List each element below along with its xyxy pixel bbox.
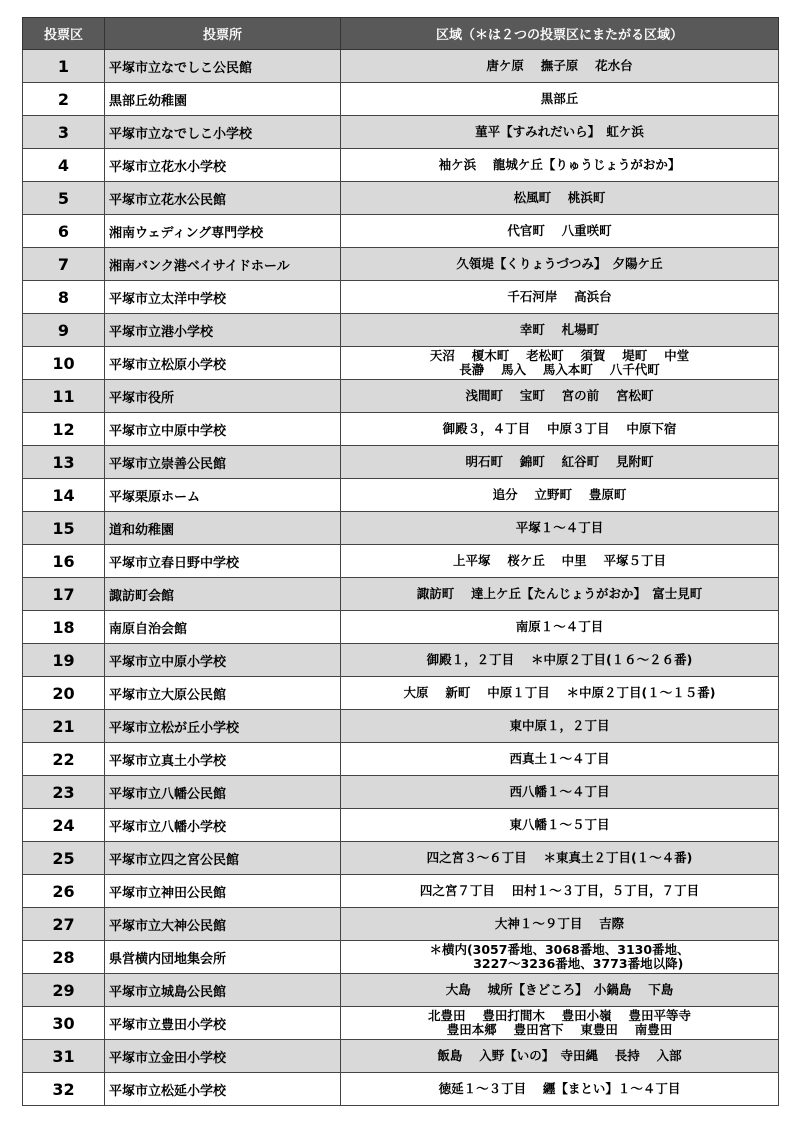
district-area: 久領堤【くりょうづつみ】 夕陽ケ丘: [341, 248, 779, 281]
district-area: 西真土１～４丁目: [341, 743, 779, 776]
polling-place-name: 平塚市立港小学校: [105, 314, 341, 347]
district-area: 代官町 八重咲町: [341, 215, 779, 248]
polling-place-name: 平塚市立金田小学校: [105, 1040, 341, 1073]
district-number: 13: [23, 446, 105, 479]
table-row: [23, 446, 779, 479]
district-area: 明石町 錦町 紅谷町 見附町: [341, 446, 779, 479]
district-number: 20: [23, 677, 105, 710]
table-row: [23, 875, 779, 908]
district-area: 浅間町 宝町 宮の前 宮松町: [341, 380, 779, 413]
table-row: [23, 512, 779, 545]
table-row: [23, 611, 779, 644]
district-number: 11: [23, 380, 105, 413]
district-area: 御殿１，２丁目 ＊中原２丁目(１６～２６番): [341, 644, 779, 677]
district-number: 28: [23, 941, 105, 974]
table-row: [23, 182, 779, 215]
polling-place-name: 湘南バンク港ベイサイドホール: [105, 248, 341, 281]
polling-place-name: 平塚市立花水公民館: [105, 182, 341, 215]
district-area: 唐ケ原 撫子原 花水台: [341, 50, 779, 83]
polling-place-name: 平塚市立豊田小学校: [105, 1007, 341, 1040]
table-row: [23, 743, 779, 776]
table-row: [23, 413, 779, 446]
table-row: [23, 314, 779, 347]
district-number: 5: [23, 182, 105, 215]
table-row: [23, 83, 779, 116]
table-row: [23, 908, 779, 941]
polling-place-name: 平塚市立神田公民館: [105, 875, 341, 908]
table-row: [23, 50, 779, 83]
polling-place-name: 平塚市立中原小学校: [105, 644, 341, 677]
district-number: 31: [23, 1040, 105, 1073]
polling-place-name: 道和幼稚園: [105, 512, 341, 545]
district-area: 北豊田 豊田打間木 豊田小嶺 豊田平等寺 豊田本郷 豊田宮下 東豊田 南豊田: [341, 1007, 779, 1040]
district-number: 1: [23, 50, 105, 83]
district-area: 西八幡１～４丁目: [341, 776, 779, 809]
polling-place-name: 平塚市立中原中学校: [105, 413, 341, 446]
polling-place-name: 平塚市立八幡小学校: [105, 809, 341, 842]
district-area: ＊横内(3057番地、3068番地、3130番地、 3227～3236番地、3773番地以降): [341, 941, 779, 974]
header-row: [23, 18, 779, 50]
polling-place-name: 黒部丘幼稚園: [105, 83, 341, 116]
district-number: 4: [23, 149, 105, 182]
district-area: 諏訪町 達上ケ丘【たんじょうがおか】 富士見町: [341, 578, 779, 611]
district-number: 32: [23, 1073, 105, 1106]
district-area: 幸町 札場町: [341, 314, 779, 347]
table-row: [23, 1007, 779, 1040]
district-number: 19: [23, 644, 105, 677]
polling-place-name: 平塚市立四之宮公民館: [105, 842, 341, 875]
table-row: [23, 644, 779, 677]
polling-place-name: 平塚市立春日野中学校: [105, 545, 341, 578]
table-row: [23, 710, 779, 743]
polling-place-name: 平塚市立花水小学校: [105, 149, 341, 182]
district-number: 21: [23, 710, 105, 743]
table-row: [23, 1040, 779, 1073]
table-row: [23, 842, 779, 875]
polling-place-name: 県営横内団地集会所: [105, 941, 341, 974]
district-area: 四之宮３～６丁目 ＊東真土２丁目(１～４番): [341, 842, 779, 875]
district-number: 29: [23, 974, 105, 1007]
district-area: 上平塚 桜ケ丘 中里 平塚５丁目: [341, 545, 779, 578]
district-area: 大島 城所【きどころ】 小鍋島 下島: [341, 974, 779, 1007]
district-number: 26: [23, 875, 105, 908]
district-number: 17: [23, 578, 105, 611]
polling-place-name: 諏訪町会館: [105, 578, 341, 611]
district-number: 25: [23, 842, 105, 875]
polling-place-name: 平塚市立松原小学校: [105, 347, 341, 380]
polling-place-name: 平塚市立八幡公民館: [105, 776, 341, 809]
header-polling-place: 投票所: [105, 18, 341, 50]
district-area: 御殿３，４丁目 中原３丁目 中原下宿: [341, 413, 779, 446]
polling-place-name: 平塚市立太洋中学校: [105, 281, 341, 314]
district-area: 徳延１～３丁目 纒【まとい】１～４丁目: [341, 1073, 779, 1106]
polling-district-table: [22, 17, 779, 1106]
polling-place-name: 平塚市立真土小学校: [105, 743, 341, 776]
district-number: 23: [23, 776, 105, 809]
table-row: [23, 677, 779, 710]
table-row: [23, 776, 779, 809]
district-number: 6: [23, 215, 105, 248]
table-row: [23, 248, 779, 281]
polling-place-name: 平塚市立なでしこ小学校: [105, 116, 341, 149]
polling-place-name: 平塚市立城島公民館: [105, 974, 341, 1007]
table-row: [23, 809, 779, 842]
header-district: 投票区: [23, 18, 105, 50]
district-number: 24: [23, 809, 105, 842]
polling-place-name: 平塚市立なでしこ公民館: [105, 50, 341, 83]
district-area: 南原１～４丁目: [341, 611, 779, 644]
header-area: 区域（＊は２つの投票区にまたがる区域）: [341, 18, 779, 50]
district-number: 14: [23, 479, 105, 512]
district-number: 9: [23, 314, 105, 347]
district-area: 飯島 入野【いの】 寺田縄 長持 入部: [341, 1040, 779, 1073]
district-number: 7: [23, 248, 105, 281]
district-number: 22: [23, 743, 105, 776]
district-area: 大神１～９丁目 吉際: [341, 908, 779, 941]
polling-place-name: 平塚市役所: [105, 380, 341, 413]
polling-place-name: 平塚市立松が丘小学校: [105, 710, 341, 743]
district-area: 四之宮７丁目 田村１～３丁目，５丁目，７丁目: [341, 875, 779, 908]
district-area: 菫平【すみれだいら】 虹ケ浜: [341, 116, 779, 149]
district-number: 16: [23, 545, 105, 578]
table-row: [23, 347, 779, 380]
district-number: 3: [23, 116, 105, 149]
district-number: 10: [23, 347, 105, 380]
district-number: 2: [23, 83, 105, 116]
table-row: [23, 116, 779, 149]
district-area: 黒部丘: [341, 83, 779, 116]
district-area: 袖ケ浜 龍城ケ丘【りゅうじょうがおか】: [341, 149, 779, 182]
district-area: 追分 立野町 豊原町: [341, 479, 779, 512]
table-row: [23, 281, 779, 314]
table-row: [23, 941, 779, 974]
table-row: [23, 578, 779, 611]
table-row: [23, 380, 779, 413]
district-number: 27: [23, 908, 105, 941]
district-area: 千石河岸 高浜台: [341, 281, 779, 314]
district-area: 大原 新町 中原１丁目 ＊中原２丁目(１～１５番): [341, 677, 779, 710]
table-row: [23, 974, 779, 1007]
table-row: [23, 215, 779, 248]
table-row: [23, 479, 779, 512]
district-number: 8: [23, 281, 105, 314]
polling-place-name: 南原自治会館: [105, 611, 341, 644]
district-number: 30: [23, 1007, 105, 1040]
polling-place-name: 平塚市立崇善公民館: [105, 446, 341, 479]
district-area: 松風町 桃浜町: [341, 182, 779, 215]
table-row: [23, 1073, 779, 1106]
table-row: [23, 149, 779, 182]
district-area: 平塚１～４丁目: [341, 512, 779, 545]
district-number: 18: [23, 611, 105, 644]
polling-place-name: 平塚栗原ホーム: [105, 479, 341, 512]
polling-place-name: 平塚市立松延小学校: [105, 1073, 341, 1106]
polling-place-name: 湘南ウェディング専門学校: [105, 215, 341, 248]
district-number: 12: [23, 413, 105, 446]
polling-place-name: 平塚市立大原公民館: [105, 677, 341, 710]
district-area: 東中原１，２丁目: [341, 710, 779, 743]
district-area: 東八幡１～５丁目: [341, 809, 779, 842]
polling-place-name: 平塚市立大神公民館: [105, 908, 341, 941]
table-row: [23, 545, 779, 578]
district-number: 15: [23, 512, 105, 545]
district-area: 天沼 榎木町 老松町 須賀 堤町 中堂 長瀞 馬入 馬入本町 八千代町: [341, 347, 779, 380]
